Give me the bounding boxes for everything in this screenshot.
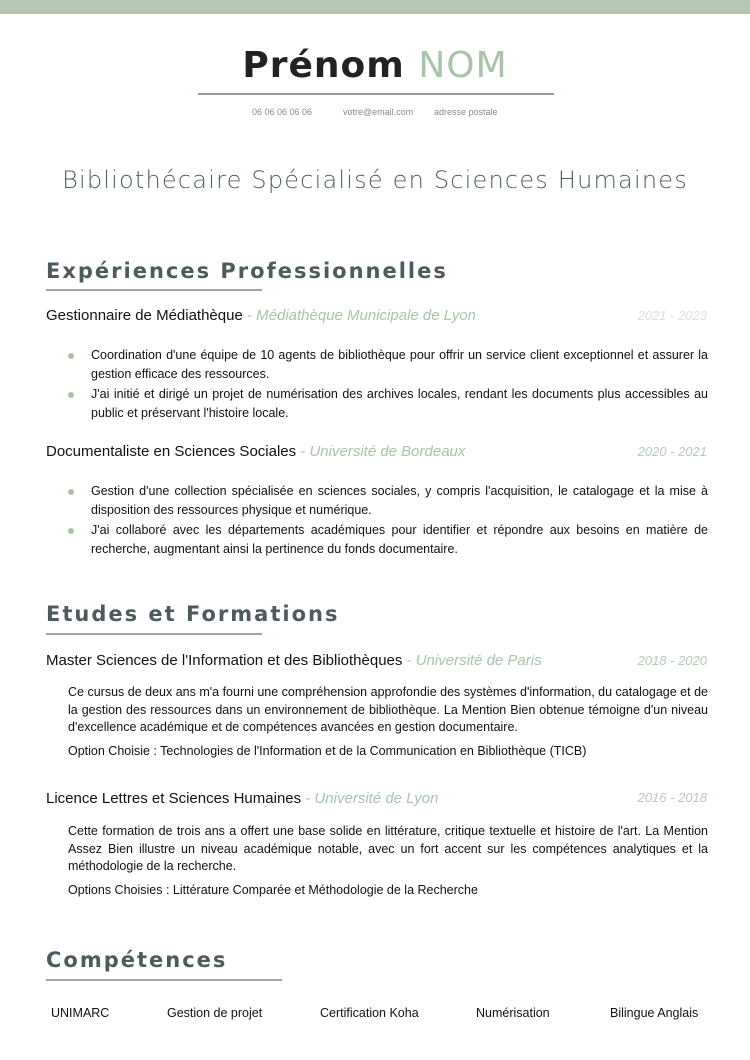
education-degree: Master Sciences de l'Information et des Bibliothèques (46, 652, 403, 669)
bullet-icon (68, 392, 74, 398)
job-title: Bibliothécaire Spécialisé en Sciences Humaines (62, 166, 688, 194)
bullet-text: Gestion d'une collection spécialisée en sciences sociales, y compris l'acquisition, le catalogage et la mise à disposition des ressources physique et numérique. (91, 484, 708, 517)
section-divider-experience (46, 289, 262, 291)
education-description: Cette formation de trois ans a offert une base solide en littérature, critique textuelle et histoire de l'art. La Mention Assez Bien illustre un niveau académique notable, avec un fort accent sur les compétences analytiques et la méthodologie de la recherche. (68, 824, 708, 873)
experience-bullet-list (68, 482, 708, 560)
education-option: Options Choisies : Littérature Comparée et Méthodologie de la Recherche (68, 883, 478, 897)
experience-organization: - Université de Bordeaux (296, 443, 466, 460)
section-divider-education (46, 633, 262, 635)
list-item (68, 521, 708, 559)
experience-entry-heading (46, 441, 465, 463)
first-name: Prénom (242, 45, 405, 86)
education-option: Option Choisie : Technologies de l'Information et de la Communication en Bibliothèque (TICB) (68, 744, 587, 758)
section-title-education: Etudes et Formations (46, 602, 340, 626)
skill-item: Numérisation (476, 1006, 550, 1020)
bullet-text: J'ai initié et dirigé un projet de numérisation des archives locales, rendant les documents plus accessibles au public et préservant l'histoire locale. (91, 387, 708, 420)
section-title-skills: Compétences (46, 948, 228, 972)
education-description: Ce cursus de deux ans m'a fourni une compréhension approfondie des systèmes d'information, du catalogage et de la gestion des ressources dans un environnement de bibliothèque. La Mention Bien obtenue témoigne d'un niveau d'excellence académique et de compétences avancées en gestion documentaire. (68, 685, 708, 734)
last-name: NOM (418, 45, 508, 86)
top-accent-band (0, 0, 750, 14)
contact-address: adresse postale (434, 107, 498, 117)
skill-item: Bilingue Anglais (610, 1006, 699, 1020)
list-item (68, 346, 708, 384)
list-item (68, 482, 708, 520)
bullet-icon (68, 489, 74, 495)
education-dates: 2018 - 2020 (637, 653, 707, 668)
education-degree: Licence Lettres et Sciences Humaines (46, 790, 302, 807)
skill-item: Certification Koha (320, 1006, 419, 1020)
candidate-name (0, 42, 750, 90)
experience-dates: 2020 - 2021 (637, 444, 707, 459)
experience-dates: 2021 - 2023 (637, 308, 707, 323)
section-divider-skills (46, 979, 282, 981)
bullet-icon (68, 528, 74, 534)
skill-item: Gestion de projet (167, 1006, 263, 1020)
list-item (68, 385, 708, 423)
skill-item: UNIMARC (51, 1006, 110, 1020)
experience-role: Gestionnaire de Médiathèque (46, 307, 243, 324)
education-organization: - Université de Paris (402, 652, 542, 669)
bullet-icon (68, 353, 74, 359)
education-dates: 2016 - 2018 (637, 790, 707, 805)
bullet-text: Coordination d'une équipe de 10 agents de bibliothèque pour offrir un service client exceptionnel et assurer la gestion efficace des ressources. (91, 348, 708, 381)
contact-email: votre@email.com (343, 107, 414, 117)
education-entry-heading (46, 650, 542, 672)
education-organization: - Université de Lyon (301, 790, 439, 807)
education-entry-heading (46, 788, 438, 810)
experience-entry-heading (46, 305, 476, 327)
section-title-experience: Expériences Professionnelles (46, 259, 448, 283)
contact-phone: 06 06 06 06 06 (252, 107, 313, 117)
bullet-text: J'ai collaboré avec les départements académiques pour identifier et répondre aux besoins en matière de recherche, augmentant ainsi la pertinence du fonds documentaire. (91, 523, 708, 556)
experience-role: Documentaliste en Sciences Sociales (46, 443, 297, 460)
header-divider (198, 93, 554, 95)
experience-bullet-list (68, 346, 708, 424)
experience-organization: - Médiathèque Municipale de Lyon (242, 307, 477, 324)
